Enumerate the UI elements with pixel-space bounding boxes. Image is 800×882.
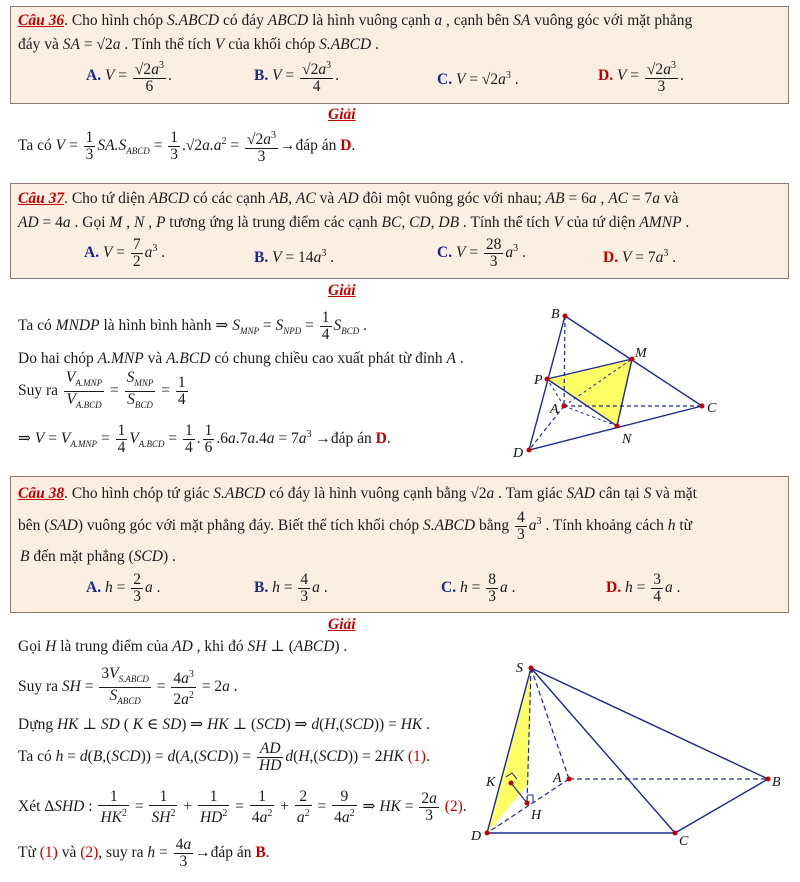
- q37-solution-line2: Do hai chóp A.MNP và A.BCD có chung chiều cao xuất phát từ đỉnh A .: [18, 350, 464, 367]
- label-a: A: [553, 771, 562, 786]
- q38-stem-line1: Câu 38. Cho hình chóp tứ giác S.ABCD có đáy là hình vuông cạnh bằng √2a . Tam giác SAD cân tại S và mặt: [18, 485, 697, 502]
- q38-solution-heading: Giải: [328, 616, 356, 633]
- label-s: S: [516, 661, 523, 676]
- label-d: D: [471, 829, 482, 844]
- q37-solution-line3: Suy ra $\frac{V_{A.MNP}}{V_{A.BCD}}$ = $\frac{S_{MNP}}{S_{BCD}}$ = $\frac{1}{4}$: [18, 369, 186, 411]
- q38-solution-line3: Dựng HK ⊥ SD ( K ∈ SD) ⇒ HK ⊥ (SCD) ⇒ d(H,(SCD)) = HK .: [18, 716, 431, 733]
- q38-number: Câu 38: [18, 485, 65, 502]
- q38-stem-line3: B đến mặt phẳng (SCD) .: [20, 548, 176, 565]
- q36-stem-line1: Câu 36. Cho hình chóp S.ABCD có đáy ABCD là hình vuông cạnh a , cạnh bên SA vuông góc với mặt phẳng: [18, 12, 693, 29]
- q38-solution-line4: Ta có h = d(B,(SCD)) = d(A,(SCD)) = $\frac{AD}{HD}$ d(H,(SCD)) = 2HK (1).: [18, 740, 430, 774]
- q38-option-a[interactable]: A. h = $\frac{2}{3}$ a .: [86, 571, 161, 605]
- q36-stem-line2: đáy và SA = √2a . Tính thể tích V của khối chóp S.ABCD .: [18, 36, 379, 53]
- label-m: M: [635, 346, 647, 361]
- q36-option-b[interactable]: B. V = $\frac{√2a^3}{4}$ .: [254, 60, 339, 96]
- label-d: D: [513, 446, 524, 461]
- label-b: B: [551, 307, 560, 322]
- q37-option-c[interactable]: C. V = $\frac{28}{3}$ $a^3$ .: [437, 236, 526, 270]
- q37-stem-line2: AD = 4a . Gọi M , N , P tương ứng là trung điểm các cạnh BC, CD, DB . Tính thể tích V của tứ diện AMNP .: [18, 214, 690, 231]
- q36-solution-heading: Giải: [328, 106, 356, 123]
- q38-solution-line2: Suy ra SH = $\frac{3V_{S.ABCD}}{S_{ABCD}}$ = $\frac{4a^3}{2a^2}$ = 2a .: [18, 665, 238, 709]
- q37-option-a[interactable]: A. V = $\frac{7}{2}$ $a^3$ .: [84, 236, 166, 270]
- q37-option-b[interactable]: B. $V = 14a^3$ .: [254, 248, 335, 267]
- q38-solution-line6: Từ (1) và (2), suy ra h = $\frac{4a}{3}$ →đáp án B.: [18, 836, 270, 870]
- q37-solution-heading: Giải: [328, 282, 356, 299]
- q36-solution: Ta có V = $\frac{1}{3}$ $SA.S_{ABCD}$ = $\frac{1}{3}$ $.√2a.a^2$ = $\frac{√2a^3}{3}$ →đáp án D.: [18, 129, 356, 166]
- label-c: C: [679, 834, 689, 849]
- q36-number: Câu 36: [18, 12, 65, 29]
- tetrahedron-figure: [505, 300, 740, 465]
- q36-option-d[interactable]: D. V = $\frac{√2a^3}{3}$ .: [598, 60, 684, 96]
- q37-solution-line1: Ta có MNDP là hình bình hành ⇒ $S_{MNP} = S_{NPD}$ = $\frac{1}{4}$ $S_{BCD}$ .: [18, 309, 367, 343]
- label-a: A: [550, 402, 559, 417]
- label-c: C: [707, 401, 717, 416]
- label-p: P: [534, 373, 543, 388]
- q38-stem-line2: bên (SAD) vuông góc với mặt phẳng đáy. Biết thể tích khối chóp S.ABCD bằng $\frac{4}{3}$ $a^3$ . Tính khoảng cách h từ: [18, 509, 693, 543]
- label-n: N: [622, 432, 632, 447]
- label-b: B: [772, 775, 781, 790]
- q37-solution-line4: ⇒ $V = V_{A.MNP}$ = $\frac{1}{4}$ $V_{A.BCD}$ = $\frac{1}{4}$ . $\frac{1}{6}$ $.6a.7a.4a = 7a^3$ →đáp án D.: [18, 422, 391, 456]
- q37-option-d[interactable]: D. $V = 7a^3$ .: [603, 248, 677, 267]
- q37-number: Câu 37: [18, 190, 65, 207]
- label-k: K: [486, 775, 496, 790]
- q37-stem-line1: Câu 37. Cho tứ diện ABCD có các cạnh AB, AC và AD đôi một vuông góc với nhau; AB = 6a , AC = 7a và: [18, 190, 679, 207]
- q38-option-b[interactable]: B. h = $\frac{4}{3}$ a .: [254, 571, 328, 605]
- pyramid-figure: [465, 655, 795, 850]
- q38-option-c[interactable]: C. h = $\frac{8}{3}$ a .: [441, 571, 516, 605]
- q36-option-a[interactable]: A. V = $\frac{√2a^3}{6}$ .: [86, 60, 172, 96]
- q38-option-d[interactable]: D. h = $\frac{3}{4}$ a .: [606, 571, 681, 605]
- label-h: H: [531, 808, 542, 823]
- q38-solution-line5: Xét ΔSHD : $\frac{1}{HK^2}$ = $\frac{1}{SH^2}$ + $\frac{1}{HD^2}$ = $\frac{1}{4a^2}$ + $\frac{2}{a^2}$ = $\frac{9}{4a^2}$ ⇒ HK = $\frac{2a}{3}$ (2).: [18, 788, 467, 827]
- q38-solution-line1: Gọi H là trung điểm của AD , khi đó SH ⊥ (ABCD) .: [18, 638, 348, 655]
- q36-option-c[interactable]: C. $V = √2a^3$ .: [437, 70, 519, 89]
